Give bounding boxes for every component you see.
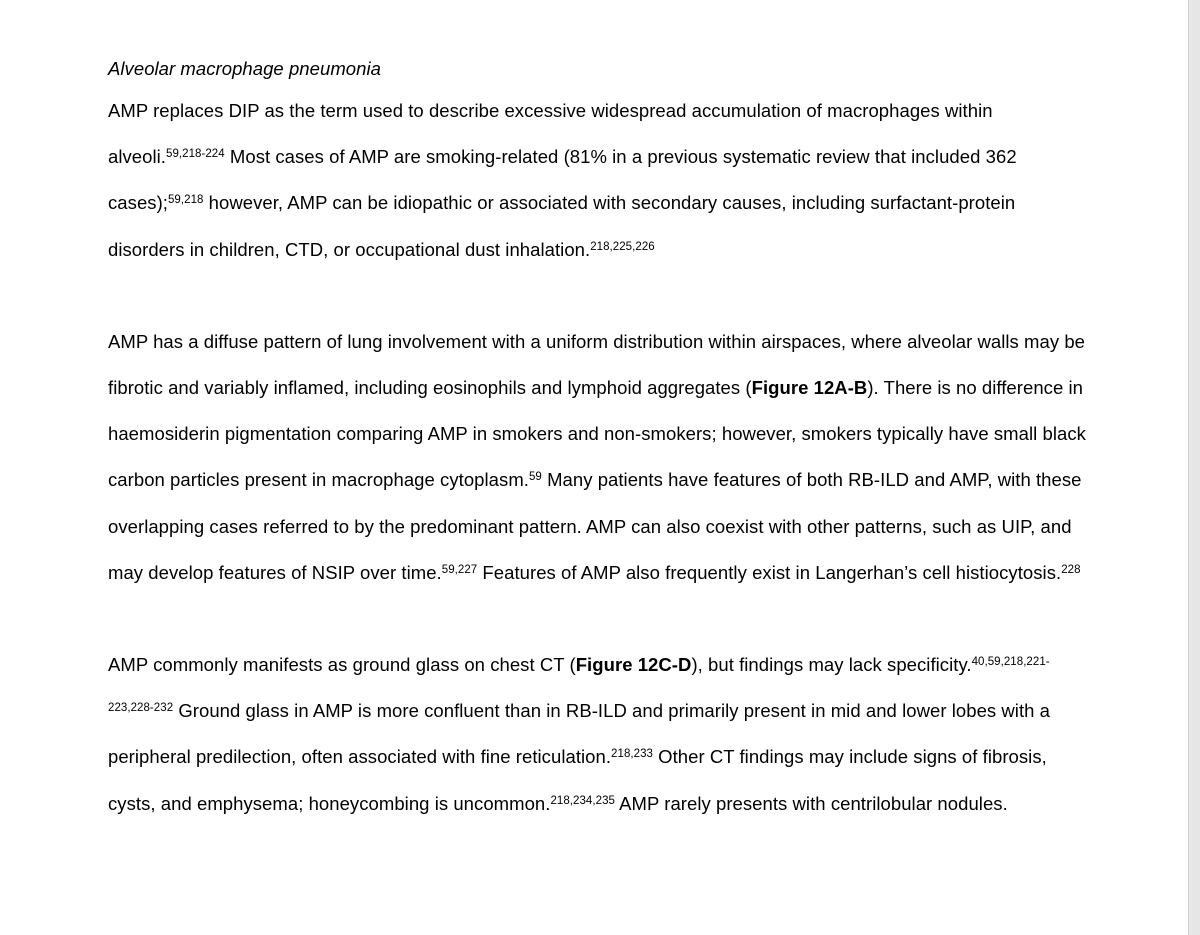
text-run: Other CT findings may include signs of fibrosis, cysts, and emphysema; honeycombing is uncommon. [108,746,1047,814]
paragraph-2 [108,319,1093,596]
citation: 40,59,218,221-223,228-232 [108,656,1050,715]
text-run: AMP commonly manifests as ground glass on chest CT ( [108,654,576,676]
citation: 218,225,226 [590,240,655,253]
text-run: AMP rarely presents with centrilobular nodules. [614,792,1008,814]
text-run: AMP has a diffuse pattern of lung involvement with a uniform distribution within airspaces, where alveolar walls may be fibrotic and variably inflamed, including eosinophils and lymphoid aggregates ( [108,330,1085,399]
citation: 218,234,235 [550,794,615,807]
citation: 59,218-224 [166,148,225,161]
text-run: Features of AMP also frequently exist in Langerhan’s cell histiocytosis. [477,561,1062,583]
citation: 59 [528,471,542,484]
paragraph-gap [108,273,1093,319]
citation: 228 [1061,563,1081,576]
window-edge [1189,0,1200,935]
text-run: Most cases of AMP are smoking-related (81% in a previous systematic review that included 362 cases); [108,146,1017,214]
paragraph-gap [108,596,1093,642]
text-run: ), but findings may lack specificity. [691,654,972,676]
citation: 59,227 [441,563,478,576]
text-run: Ground glass in AMP is more confluent than in RB-ILD and primarily present in mid and lower lobes with a peripheral predilection, often associated with fine reticulation. [108,700,1051,768]
figure-reference: Figure 12C-D [575,654,692,676]
text-run: Many patients have features of both RB-ILD and AMP, with these overlapping cases referred to by the predominant pattern. AMP can also coexist with other patterns, such as UIP, and may develop features of NSIP over time. [108,469,1082,583]
section-heading: Alveolar macrophage pneumonia [108,58,381,79]
citation: 218,233 [611,748,653,761]
text-run: ). There is no difference in haemosiderin pigmentation comparing AMP in smokers and non-smokers; however, smokers typically have small black carbon particles present in macrophage cytoplasm. [108,377,1086,491]
paragraph-1 [108,88,1093,273]
citation: 59,218 [167,194,204,207]
text-run: AMP replaces DIP as the term used to describe excessive widespread accumulation of macrophages within alveoli. [108,100,993,168]
document-body [108,50,1093,827]
text-run: however, AMP can be idiopathic or associated with secondary causes, including surfactant-protein disorders in children, CTD, or occupational dust inhalation. [108,192,1016,260]
paragraph-3 [108,642,1093,827]
figure-reference: Figure 12A-B [751,377,868,399]
